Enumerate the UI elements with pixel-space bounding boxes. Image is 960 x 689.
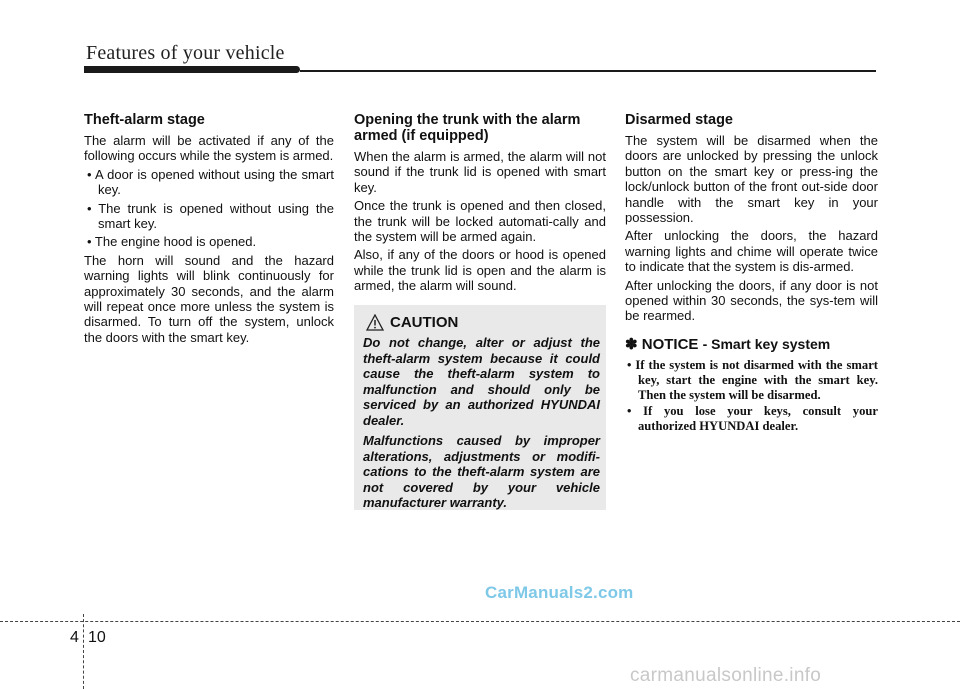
notice-label: NOTICE: [641, 335, 699, 353]
header-rule: [300, 70, 876, 72]
notice-item: • If you lose your keys, consult your authorized HYUNDAI dealer.: [627, 403, 878, 433]
caution-paragraph: Do not change, alter or adjust the theft-alarm system because it could cause the theft-alarm system to malfunction and should only be serviced by an authorized HYUNDAI dealer.: [363, 335, 600, 428]
page-number: 10: [88, 629, 106, 646]
paragraph: After unlocking the doors, if any door is not opened within 30 seconds, the sys-tem will be rearmed.: [625, 277, 878, 324]
caution-body: [363, 335, 600, 516]
site-watermark: carmanualsonline.info: [630, 665, 822, 686]
paragraph: The horn will sound and the hazard warning lights will blink continuously for approximately 30 seconds, and the alarm will repeat once more unless the system is disarmed. To turn off the system, unlock the doors with the smart key.: [84, 252, 334, 345]
notice-item: • If the system is not disarmed with the smart key, start the engine with the smart key. Then the system will be disarmed.: [627, 357, 878, 402]
paragraph: The system will be disarmed when the doors are unlocked by pressing the unlock button on the smart key or press-ing the lock/unlock button of the front out-side door handle with the smart key in your possession.: [625, 133, 878, 226]
bullet-item: • The engine hood is opened.: [87, 234, 257, 250]
warning-triangle-icon: [366, 314, 384, 331]
paragraph: After unlocking the doors, the hazard warning lights and chime will operate twice to indicate that the system is dis-armed.: [625, 228, 878, 275]
chapter-number: 4: [70, 629, 79, 646]
notice-star-icon: ✽: [625, 335, 638, 353]
paragraph: Also, if any of the doors or hood is opened while the trunk lid is open and the alarm is armed, the alarm will sound.: [354, 247, 606, 294]
column-trunk-opening: [354, 112, 606, 297]
paragraph: The alarm will be activated if any of the following occurs while the system is armed.: [84, 133, 334, 164]
column-theft-alarm: [84, 112, 334, 348]
bullet-item: • A door is opened without using the smart key.: [87, 166, 334, 198]
header-bar: [84, 66, 300, 73]
footer-rule: [0, 621, 960, 622]
footer-divider: [83, 614, 84, 689]
bullet-item: • The trunk is opened without using the smart key.: [87, 200, 334, 232]
paragraph: When the alarm is armed, the alarm will not sound if the trunk lid is opened with smart key.: [354, 149, 606, 195]
notice-subtitle: - Smart key system: [702, 335, 831, 352]
notice-heading: [625, 336, 878, 353]
caution-title: CAUTION: [390, 314, 459, 331]
watermark-link[interactable]: CarManuals2.com: [485, 583, 634, 602]
caution-paragraph: Malfunctions caused by improper alterations, adjustments or modifi-cations to the theft-alarm system are not covered by your vehicle manufacturer warranty.: [363, 433, 600, 510]
section-heading: Theft-alarm stage: [84, 112, 205, 128]
paragraph: Once the trunk is opened and then closed, the trunk will be locked automati-cally and the system will be armed again.: [354, 198, 606, 245]
caution-box: [354, 305, 606, 510]
column-disarmed: [625, 112, 878, 435]
section-heading: Opening the trunk with the alarm armed (if equipped): [354, 112, 581, 144]
section-heading: Disarmed stage: [625, 112, 733, 128]
page-header-title: Features of your vehicle: [86, 42, 285, 64]
caution-header: [366, 314, 458, 331]
